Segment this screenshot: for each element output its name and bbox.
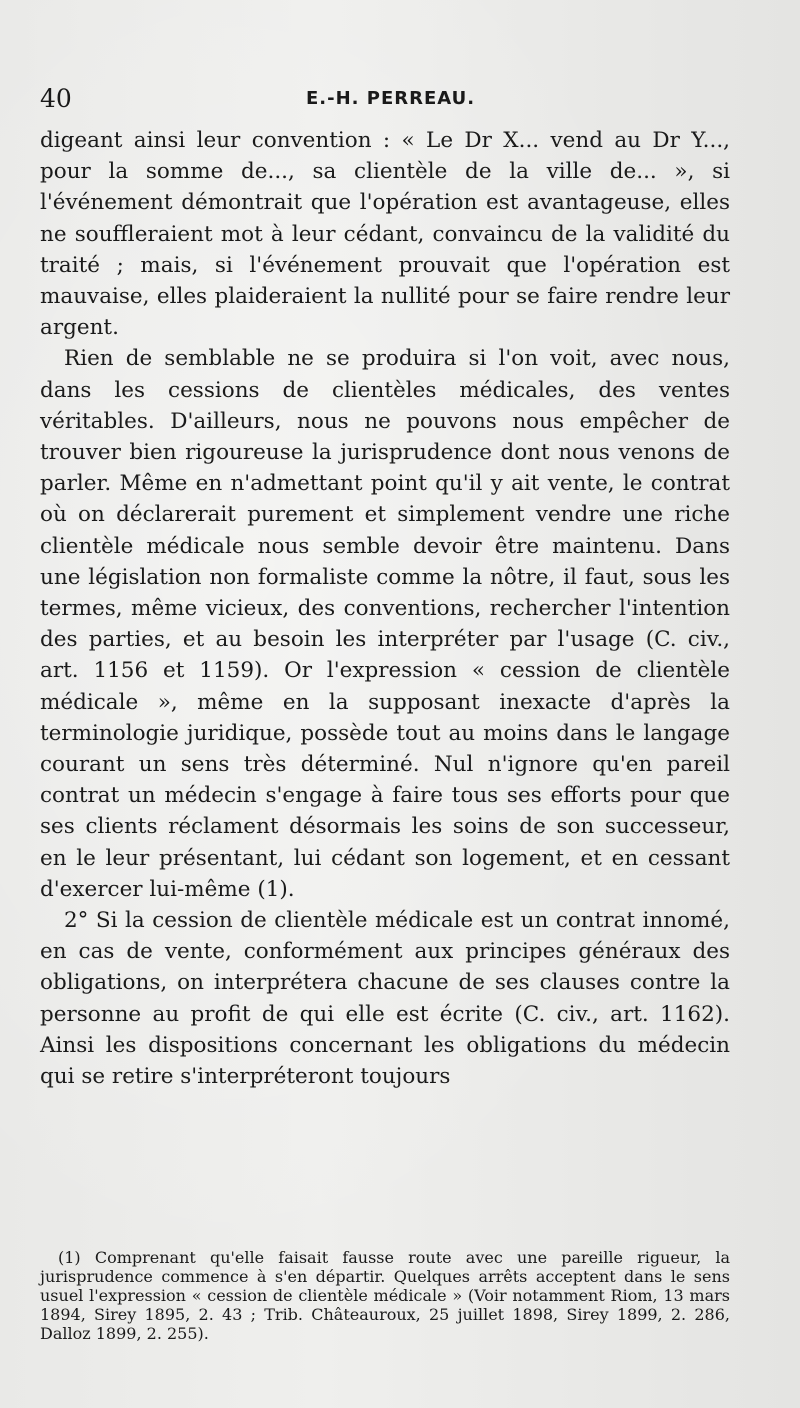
paragraph-2: Rien de semblable ne se produira si l'on voit, avec nous, dans les cessions de clientèles médicales, des ventes véritables. D'ailleurs, nous ne pouvons nous empêcher de trouver bien rigoureuse la jurisprudence dont nous venons de parler. Même en n'admettant point qu'il y ait vente, le contrat où on déclarerait purement et simplement vendre une riche clientèle médicale nous semble devoir être maintenu. Dans une législation non formaliste comme la nôtre, il faut, sous les termes, même vicieux, des conventions, rechercher l'intention des parties, et au besoin les interpréter par l'usage (C. civ., art. 1156 et 1159). Or l'expression « cession de clientèle médicale », même en la supposant inexacte d'après la terminologie juridique, possède tout au moins dans le langage courant un sens très déterminé. Nul n'ignore qu'en pareil contrat un médecin s'engage à faire tous ses efforts pour que ses clients réclament désormais les soins de son successeur, en le leur présentant, lui cédant son logement, et en cessant d'exercer lui-même (1). <box>40 346 730 902</box>
page-header <box>40 84 740 118</box>
body-text <box>40 125 730 1092</box>
footnote-text: (1) Comprenant qu'elle faisait fausse route avec une pareille rigueur, la jurisprudence commence à s'en départir. Quelques arrêts acceptent dans le sens usuel l'expression « cession de clientèle médicale » (Voir notamment Riom, 13 mars 1894, Sirey 1895, 2. 43 ; Trib. Châteauroux, 25 juillet 1898, Sirey 1899, 2. 286, Dalloz 1899, 2. 255). <box>40 1248 730 1343</box>
running-head: E.-H. PERREAU. <box>306 88 476 109</box>
page-number: 40 <box>40 84 72 113</box>
paragraph-3: 2° Si la cession de clientèle médicale est un contrat innomé, en cas de vente, conformément aux principes généraux des obligations, on interprétera chacune de ses clauses contre la personne au profit de qui elle est écrite (C. civ., art. 1162). Ainsi les dispositions concernant les obligations du médecin qui se retire s'interpréteront toujours <box>40 908 730 1090</box>
paragraph-1: digeant ainsi leur convention : « Le Dr X... vend au Dr Y..., pour la somme de..., sa clientèle de la ville de... », si l'événement démontrait que l'opération est avantageuse, elles ne souffleraient mot à leur cédant, convaincu de la validité du traité ; mais, si l'événement prouvait que l'opération est mauvaise, elles plaideraient la nullité pour se faire rendre leur argent. <box>40 128 730 341</box>
footnote <box>40 1248 730 1343</box>
